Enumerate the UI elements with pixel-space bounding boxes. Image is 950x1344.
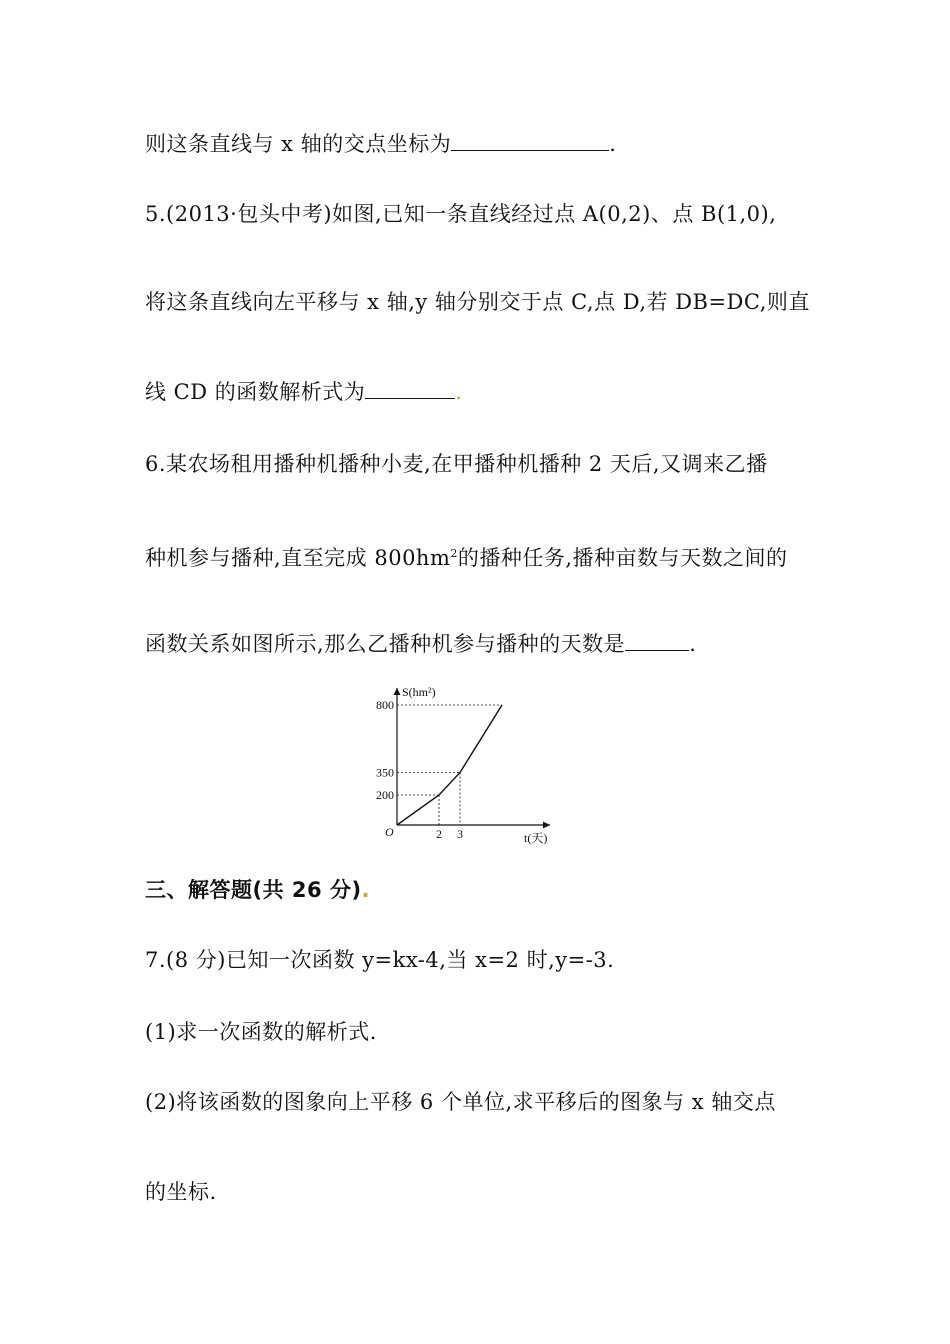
q7-line-2: (1)求一次函数的解析式. <box>145 1020 377 1044</box>
q5-line-1: 5.(2013·包头中考)如图,已知一条直线经过点 A(0,2)、点 B(1,0), <box>145 202 777 226</box>
q6-text: 函数关系如图所示,那么乙播种机参与播种的天数是 <box>145 632 626 656</box>
x-tick-label-3: 3 <box>457 827 463 841</box>
y-axis-label: S(hm²) <box>402 685 436 699</box>
x-axis-label: t(天) <box>524 831 548 845</box>
y-tick-label-200: 200 <box>376 788 394 802</box>
sowing-chart <box>360 682 560 850</box>
period: . <box>689 632 697 656</box>
period: . <box>455 380 463 404</box>
answer-blank-q4[interactable] <box>451 130 609 151</box>
answer-blank-q6[interactable] <box>625 630 689 651</box>
x-tick-label-2: 2 <box>436 827 442 841</box>
q5-line-2: 将这条直线向左平移与 x 轴,y 轴分别交于点 C,点 D,若 DB=DC,则直 <box>145 290 810 314</box>
section-heading <box>145 876 370 904</box>
q6-line-3 <box>145 630 696 658</box>
q6-text-a: 种机参与播种,直至完成 800hm <box>145 546 451 570</box>
origin-label: O <box>385 825 394 839</box>
y-tick-label-350: 350 <box>376 765 394 780</box>
q6-text-b: 的播种任务,播种亩数与天数之间的 <box>457 546 788 570</box>
q4-line-end <box>145 130 616 158</box>
period: . <box>609 132 617 156</box>
superscript: 2 <box>450 547 458 560</box>
q6-line-2 <box>145 540 788 572</box>
answer-blank-q5[interactable] <box>365 378 455 399</box>
q5-text: 线 CD 的函数解析式为 <box>145 380 366 404</box>
q7-line-4: 的坐标. <box>145 1180 217 1204</box>
q5-line-3 <box>145 378 462 406</box>
series-line <box>397 705 502 825</box>
q4-text: 则这条直线与 x 轴的交点坐标为 <box>145 132 452 156</box>
section-title: 三、解答题(共 26 分) <box>145 878 362 902</box>
q7-line-1: 7.(8 分)已知一次函数 y=kx-4,当 x=2 时,y=-3. <box>145 948 615 972</box>
q6-line-1: 6.某农场租用播种机播种小麦,在甲播种机播种 2 天后,又调来乙播 <box>145 452 768 476</box>
q7-line-3: (2)将该函数的图象向上平移 6 个单位,求平移后的图象与 x 轴交点 <box>145 1090 776 1114</box>
period: . <box>361 878 371 902</box>
y-tick-label-800: 800 <box>376 698 394 712</box>
